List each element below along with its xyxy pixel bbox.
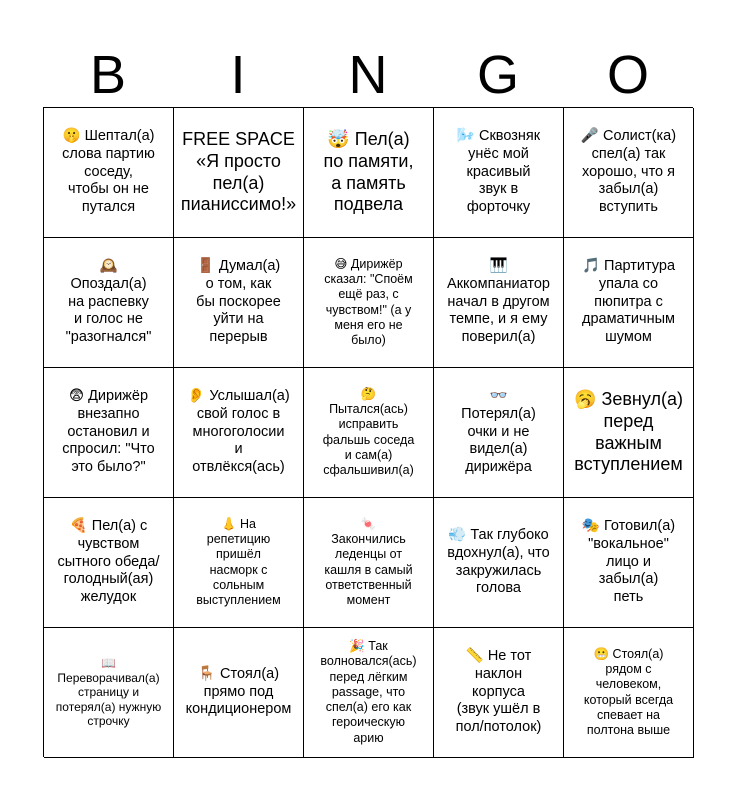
- bingo-cell-text: 😨 Дирижёр внезапно остановил и спросил: "Что это было?": [62, 388, 155, 476]
- bingo-cell[interactable]: [564, 368, 694, 498]
- bingo-cell[interactable]: [304, 628, 434, 758]
- bingo-cell[interactable]: [434, 238, 564, 368]
- bingo-cell-text: 🥱 Зевнул(а) перед важным вступлением: [574, 388, 683, 475]
- bingo-cell[interactable]: [44, 368, 174, 498]
- bingo-cell-text: 🍬 Закончились леденцы от кашля в самый ответственный момент: [324, 516, 413, 607]
- bingo-cell-text: 👃 На репетицию пришёл насморк с сольным выступлением: [196, 516, 281, 607]
- bingo-cell-text: 😬 Стоял(а) рядом с человеком, который всегда спевает на полтона выше: [583, 646, 674, 737]
- header-letter-n: N: [348, 45, 388, 105]
- free-space-cell[interactable]: [174, 108, 304, 238]
- bingo-cell-text: 🎵 Партитура упала со пюпитра с драматичным шумом: [581, 258, 676, 346]
- bingo-cell-text: 🎤 Солист(ка) спел(а) так хорошо, что я забыл(а) вступить: [580, 128, 677, 216]
- bingo-header: [43, 44, 693, 106]
- bingo-cell[interactable]: [44, 628, 174, 758]
- bingo-cell[interactable]: [174, 498, 304, 628]
- bingo-cell[interactable]: [564, 238, 694, 368]
- bingo-cell-text: 🕰️ Опоздал(а) на распевку и голос не "разогнался": [65, 258, 152, 346]
- bingo-cell[interactable]: [564, 108, 694, 238]
- bingo-cell-text: 🤫 Шептал(а) слова партию соседу, чтобы он не путался: [62, 128, 155, 216]
- bingo-cell-text: 🎹 Аккомпаниатор начал в другом темпе, и я ему поверил(а): [447, 258, 550, 346]
- bingo-cell[interactable]: [174, 628, 304, 758]
- bingo-cell-text: 🪑 Стоял(а) прямо под кондиционером: [185, 665, 292, 718]
- bingo-cell-text: 🤔 Пытался(ась) исправить фальшь соседа и сам(а) сфальшивил(а): [322, 386, 415, 477]
- header-letter-g: G: [476, 45, 519, 105]
- bingo-cell[interactable]: [434, 628, 564, 758]
- bingo-cell[interactable]: [174, 238, 304, 368]
- bingo-cell[interactable]: [44, 238, 174, 368]
- bingo-cell-text: 📏 Не тот наклон корпуса (звук ушёл в пол/потолок): [455, 648, 542, 736]
- bingo-cell-text: 🎉 Так волновался(ась) перед лёгким passage, что спел(а) его как героическую арию: [320, 639, 417, 745]
- bingo-card-grid: [43, 107, 693, 757]
- bingo-cell[interactable]: [174, 368, 304, 498]
- bingo-cell-text: 🤯 Пел(а) по памяти, а память подвела: [323, 128, 414, 215]
- bingo-cell-text: 🚪 Думал(а) о том, как бы поскорее уйти на перерыв: [196, 258, 281, 346]
- bingo-cell[interactable]: [434, 498, 564, 628]
- bingo-cell[interactable]: [304, 238, 434, 368]
- bingo-cell-text: 🌬️ Сквозняк унёс мой красивый звук в форточку: [456, 128, 541, 216]
- bingo-cell[interactable]: [564, 498, 694, 628]
- bingo-cell[interactable]: [304, 368, 434, 498]
- bingo-cell-text: 📖 Переворачивал(а) страницу и потерял(а) нужную строчку: [55, 655, 162, 729]
- bingo-cell-text: 🎭 Готовил(а) "вокальное" лицо и забыл(а) петь: [581, 518, 676, 606]
- bingo-cell[interactable]: [434, 368, 564, 498]
- bingo-cell[interactable]: [44, 108, 174, 238]
- header-letter-b: B: [89, 45, 127, 105]
- bingo-cell-text: 👂 Услышал(а) свой голос в многоголосии и отвлёкся(ась): [187, 388, 290, 476]
- bingo-cell-text: 💨 Так глубоко вдохнул(а), что закружилась голова: [447, 527, 550, 597]
- bingo-cell-text: 😅 Дирижёр сказал: "Споём ещё раз, с чувством!" (а у меня его не было): [324, 256, 413, 347]
- bingo-cell[interactable]: [44, 498, 174, 628]
- bingo-cell[interactable]: [304, 498, 434, 628]
- header-letter-o: O: [606, 45, 649, 105]
- header-letter-i: I: [230, 45, 246, 105]
- bingo-cell-text: FREE SPACE «Я просто пел(а) пианиссимо!»: [180, 128, 297, 215]
- bingo-cell[interactable]: [304, 108, 434, 238]
- bingo-cell-text: 👓 Потерял(а) очки и не видел(а) дирижёра: [461, 388, 536, 476]
- bingo-cell[interactable]: [564, 628, 694, 758]
- bingo-cell[interactable]: [434, 108, 564, 238]
- bingo-cell-text: 🍕 Пел(а) с чувством сытного обеда/ голодный(ая) желудок: [57, 518, 160, 606]
